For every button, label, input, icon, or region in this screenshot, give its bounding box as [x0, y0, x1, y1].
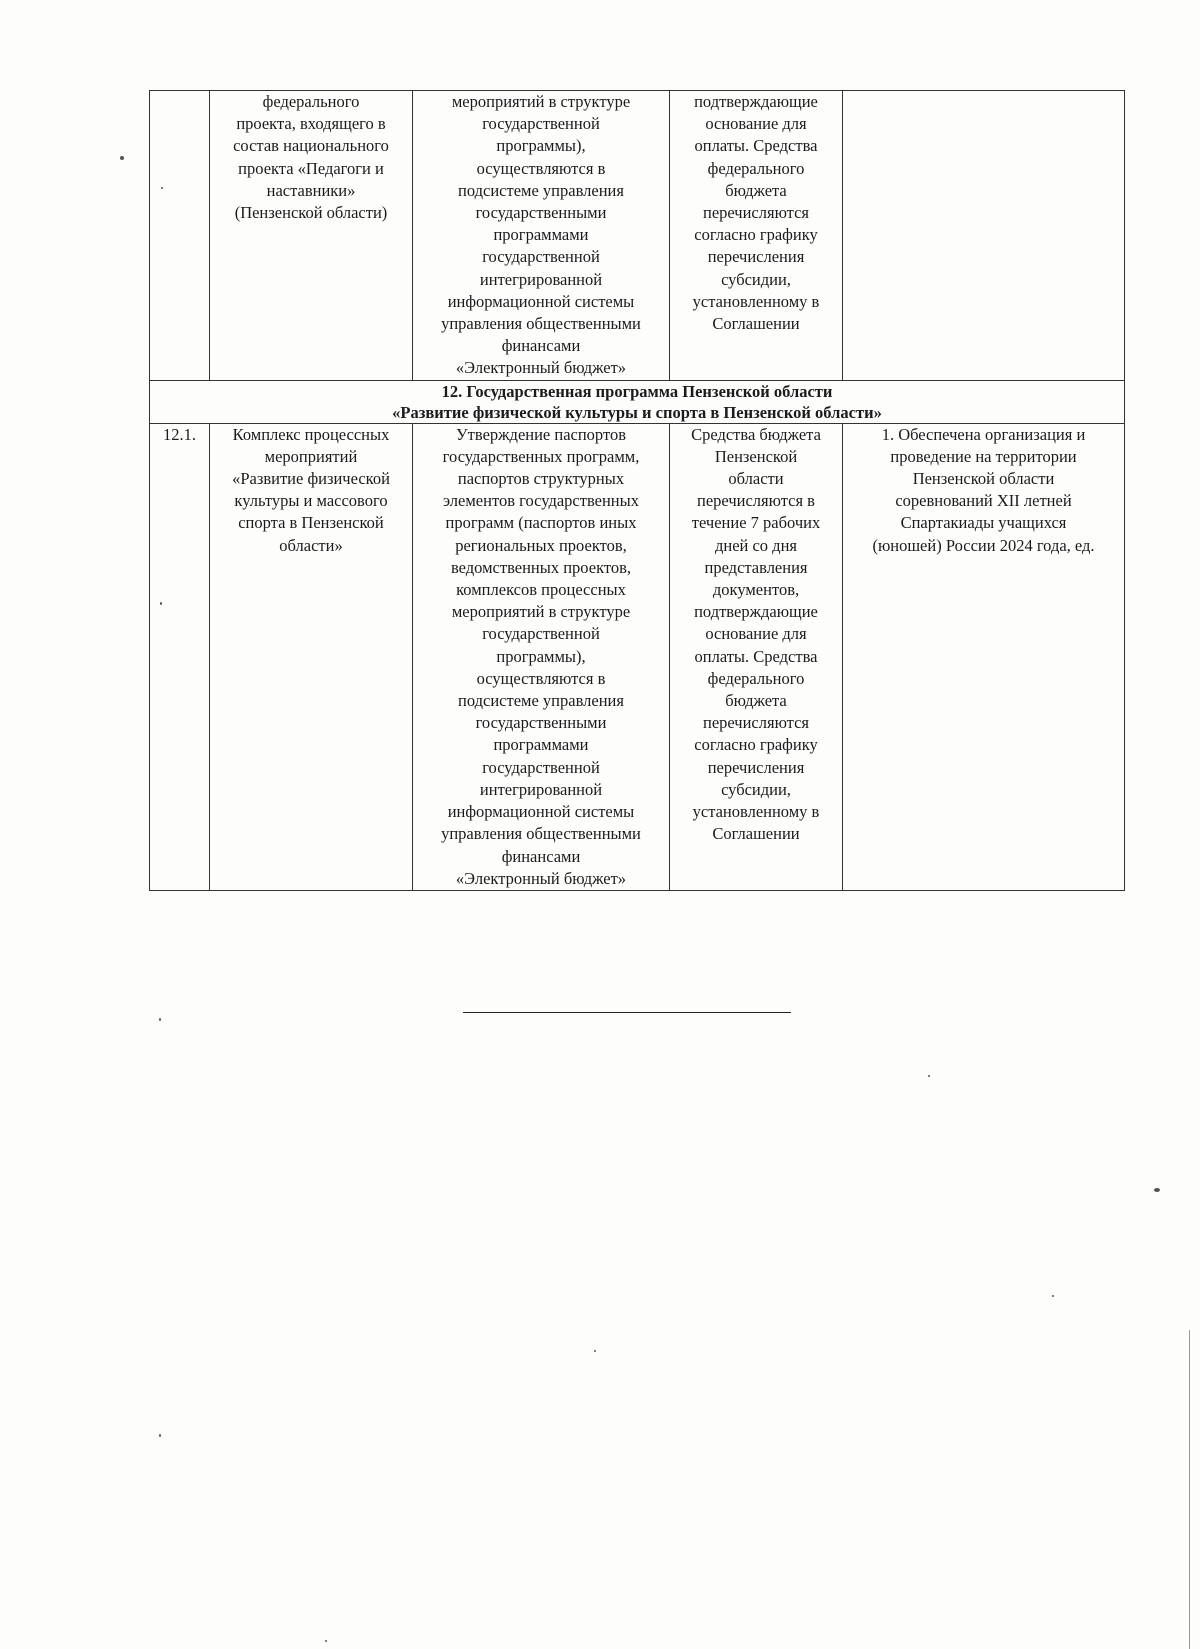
scan-speck	[161, 187, 163, 189]
cell-financing	[670, 91, 843, 381]
scan-speck	[325, 1640, 327, 1642]
scan-speck	[120, 156, 124, 160]
table-row-12-1	[150, 423, 1125, 890]
programs-table	[149, 90, 1125, 891]
cell-procedure-text: Утверждение паспортов государственных программ, паспортов структурных элементов государственных программ (паспортов иных региональных проектов, ведомственных проектов, комплексов процессных мероприятий в структуре государственной программы), осуществляются в подсистеме управления государственными программами государственной интегрированной информационной системы управления общественными финансами «Электронный бюджет»	[441, 424, 641, 888]
cell-financing	[670, 423, 843, 890]
scan-speck	[1154, 1188, 1160, 1192]
end-of-document-rule	[463, 1012, 791, 1013]
scan-speck	[160, 602, 162, 605]
cell-result-text: 1. Обеспечена организация и проведение на территории Пензенской области соревнований XII летней Спартакиады учащихся (юношей) России 2024 года, ед.	[872, 424, 1095, 555]
cell-number	[150, 423, 210, 890]
section-header	[150, 380, 1125, 423]
cell-number	[150, 91, 210, 381]
scan-speck	[1052, 1295, 1054, 1297]
cell-procedure-text: мероприятий в структуре государственной программы), осуществляются в подсистеме управления государственными программами государственной интегрированной информационной системы управления общественными финансами «Электронный бюджет»	[441, 92, 641, 378]
section-header-row	[150, 380, 1125, 423]
section-header-line1: 12. Государственная программа Пензенской области	[441, 381, 833, 401]
cell-result	[843, 423, 1125, 890]
scan-speck	[159, 1018, 161, 1021]
cell-number-text: 12.1.	[163, 424, 196, 444]
cell-procedure	[413, 423, 670, 890]
scan-speck	[159, 1434, 161, 1437]
cell-procedure	[413, 91, 670, 381]
table-row-continued	[150, 91, 1125, 381]
section-header-line2: «Развитие физической культуры и спорта в Пензенской области»	[392, 402, 882, 422]
cell-name	[210, 423, 413, 890]
cell-financing-text: подтверждающие основание для оплаты. Средства федерального бюджета перечисляются согласно графику перечисления субсидии, установленному в Соглашении	[692, 92, 820, 334]
cell-name-text: Комплекс процессных мероприятий «Развитие физической культуры и массового спорта в Пензенской области»	[232, 424, 390, 555]
scan-edge-line	[1189, 1330, 1190, 1649]
scan-speck	[594, 1350, 596, 1352]
cell-name-text: федерального проекта, входящего в состав национального проекта «Педагоги и наставники» (Пензенской области)	[233, 92, 389, 223]
cell-financing-text: Средства бюджета Пензенской области перечисляются в течение 7 рабочих дней со дня представления документов, подтверждающие основание для оплаты. Средства федерального бюджета перечисляются согласно графику перечисления субсидии, установленному в Соглашении	[691, 424, 821, 844]
cell-name	[210, 91, 413, 381]
cell-result	[843, 91, 1125, 381]
scan-speck	[928, 1075, 930, 1077]
